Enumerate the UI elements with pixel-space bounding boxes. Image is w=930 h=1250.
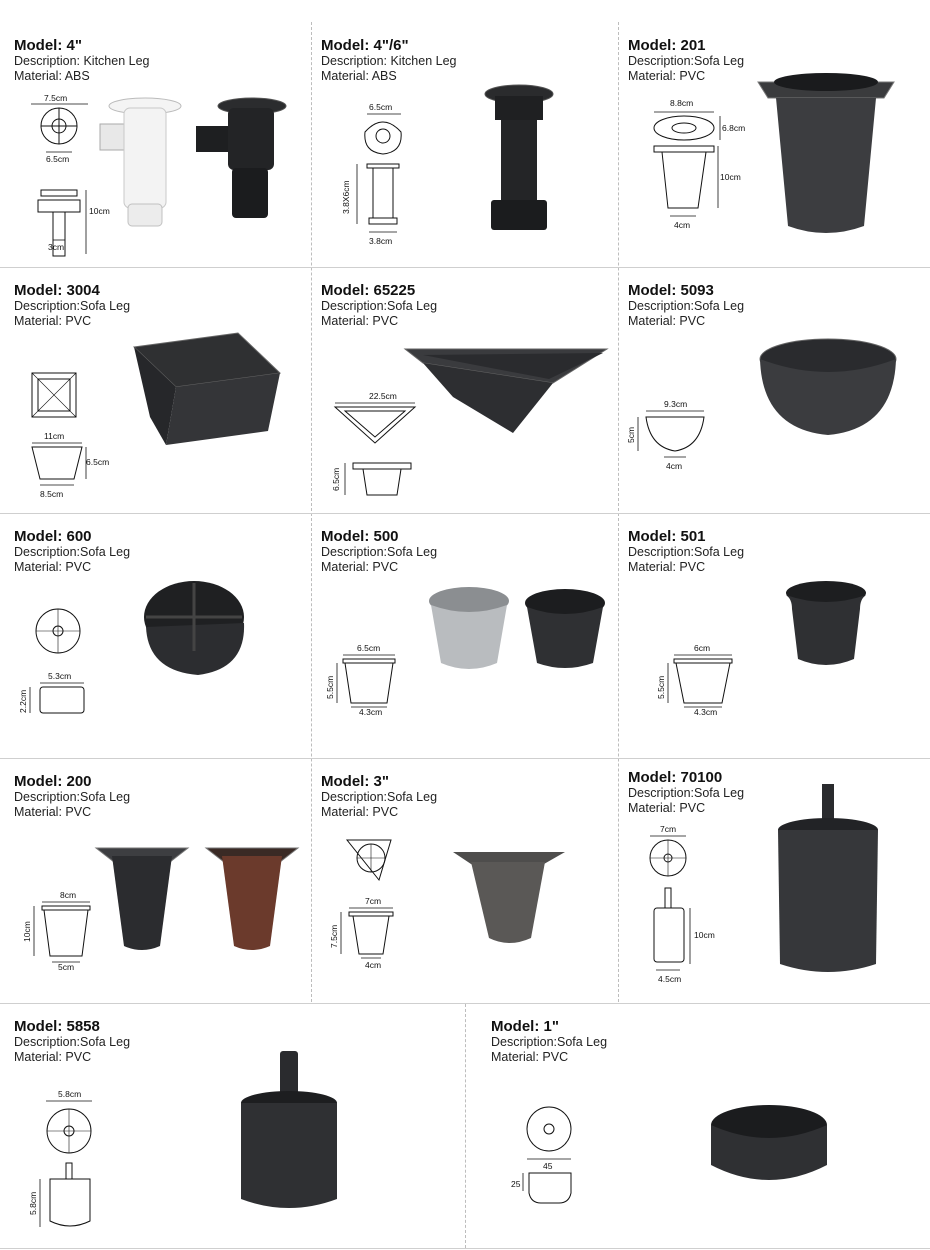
dim-label: 5.3cm	[48, 671, 72, 681]
dim-label: 7.5cm	[329, 924, 339, 948]
dim-label: 10cm	[720, 172, 741, 182]
dimension-drawing	[626, 399, 734, 479]
product-card-200	[0, 758, 311, 1003]
sofa-leg-65225-photo	[403, 345, 613, 435]
dim-label: 6.5cm	[331, 467, 341, 491]
product-description: Description:Sofa Leg	[321, 545, 438, 559]
sofa-leg-3004-photo	[132, 333, 282, 448]
product-description: Description:Sofa Leg	[628, 299, 745, 313]
product-description: Description:Sofa Leg	[14, 1035, 131, 1049]
kitchen-leg-black-photo	[196, 96, 296, 226]
dim-label: 6cm	[694, 643, 711, 653]
dim-label: 4cm	[365, 960, 382, 970]
sofa-leg-200-black-photo	[94, 842, 190, 954]
dim-label: 4.3cm	[694, 707, 718, 717]
model-title: Model: 5093	[628, 282, 714, 299]
product-material: Material: ABS	[321, 69, 397, 83]
dimension-drawing	[327, 643, 427, 733]
model-title: Model: 201	[628, 37, 706, 54]
product-material: Material: PVC	[14, 1050, 92, 1064]
product-card-3004	[0, 267, 311, 513]
dimension-drawing	[329, 834, 435, 974]
product-description: Description:Sofa Leg	[321, 790, 438, 804]
sofa-leg-5093-photo	[758, 337, 898, 437]
product-description: Description:Sofa Leg	[628, 545, 745, 559]
product-material: Material: PVC	[628, 560, 706, 574]
dim-label: 11cm	[44, 431, 65, 441]
product-description: Description:Sofa Leg	[628, 786, 745, 800]
model-title: Model: 1"	[491, 1018, 559, 1035]
dim-label: 4.3cm	[359, 707, 383, 717]
dim-label: 5.5cm	[325, 675, 335, 699]
dim-label: 10cm	[89, 206, 110, 216]
product-card-501	[618, 513, 930, 758]
model-title: Model: 500	[321, 528, 399, 545]
model-title: Model: 4"/6"	[321, 37, 409, 54]
product-description: Description:Sofa Leg	[491, 1035, 608, 1049]
model-title: Model: 70100	[628, 769, 723, 786]
product-card-4in-6in	[311, 22, 618, 267]
dim-label: 8cm	[60, 890, 77, 900]
product-material: Material: ABS	[14, 69, 90, 83]
dim-label: 5.5cm	[656, 675, 666, 699]
model-title: Model: 3"	[321, 773, 389, 790]
product-card-500	[311, 513, 618, 758]
sofa-leg-600-photo	[142, 579, 252, 679]
dimension-drawing	[644, 824, 744, 984]
dim-label: 4.5cm	[658, 974, 682, 984]
product-material: Material: PVC	[628, 801, 706, 815]
sofa-leg-3in-photo	[451, 848, 567, 948]
dim-label: 3cm	[48, 242, 65, 252]
dim-label: 4cm	[666, 461, 683, 471]
dim-label: 10cm	[22, 921, 32, 942]
model-title: Model: 5858	[14, 1018, 100, 1035]
dim-label: 9.3cm	[664, 399, 688, 409]
sofa-leg-201-photo	[756, 66, 896, 241]
sofa-leg-70100-photo	[776, 784, 886, 980]
dim-label: 6.5cm	[86, 457, 110, 467]
product-card-201	[618, 22, 930, 267]
dim-label: 45	[543, 1161, 553, 1171]
dim-label: 2.2cm	[18, 689, 28, 713]
product-material: Material: PVC	[14, 560, 92, 574]
dimension-drawing	[343, 102, 443, 252]
sofa-leg-5858-photo	[240, 1051, 340, 1217]
dimension-drawing	[658, 643, 758, 733]
product-description: Description:Sofa Leg	[628, 54, 745, 68]
product-material: Material: PVC	[321, 805, 399, 819]
model-title: Model: 501	[628, 528, 706, 545]
dim-label: 6.5cm	[46, 154, 70, 164]
dim-label: 7cm	[660, 824, 677, 834]
model-title: Model: 3004	[14, 282, 100, 299]
product-card-70100	[618, 758, 930, 1003]
kitchen-leg-adjustable-photo	[481, 82, 571, 242]
product-material: Material: PVC	[628, 314, 706, 328]
product-description: Description:Sofa Leg	[14, 299, 131, 313]
dim-label: 3.8X6cm	[341, 180, 351, 214]
dim-label: 5cm	[58, 962, 75, 972]
product-card-65225	[311, 267, 618, 513]
model-title: Model: 600	[14, 528, 92, 545]
dim-label: 6.8cm	[722, 123, 746, 133]
product-material: Material: PVC	[628, 69, 706, 83]
dim-label: 8.8cm	[670, 98, 694, 108]
dim-label: 4cm	[674, 220, 691, 230]
product-material: Material: PVC	[14, 805, 92, 819]
dim-label: 5.8cm	[28, 1191, 38, 1215]
dim-label: 6.5cm	[369, 102, 393, 112]
product-card-5093	[618, 267, 930, 513]
dim-label: 5.8cm	[58, 1089, 82, 1099]
product-material: Material: PVC	[321, 560, 399, 574]
dim-label: 25	[511, 1179, 521, 1189]
kitchen-leg-white-photo	[100, 94, 190, 234]
product-card-5858	[0, 1003, 465, 1248]
model-title: Model: 200	[14, 773, 92, 790]
product-description: Description:Sofa Leg	[14, 545, 131, 559]
dim-label: 8.5cm	[40, 489, 64, 499]
product-material: Material: PVC	[491, 1050, 569, 1064]
sofa-leg-1in-photo	[709, 1103, 829, 1193]
product-description: Description: Kitchen Leg	[14, 54, 150, 68]
row-divider	[0, 1248, 930, 1249]
dim-label: 3.8cm	[369, 236, 393, 246]
sofa-leg-200-brown-photo	[204, 842, 300, 954]
product-description: Description:Sofa Leg	[321, 299, 438, 313]
product-description: Description: Kitchen Leg	[321, 54, 457, 68]
model-title: Model: 4"	[14, 37, 82, 54]
dim-label: 22.5cm	[369, 391, 397, 401]
dim-label: 7cm	[365, 896, 382, 906]
model-title: Model: 65225	[321, 282, 416, 299]
sofa-leg-500-black-photo	[523, 587, 607, 673]
dimension-drawing	[30, 1089, 130, 1239]
sofa-leg-500-silver-photo	[427, 585, 511, 675]
dimension-drawing	[509, 1107, 609, 1217]
product-card-4in	[0, 22, 311, 267]
dim-label: 10cm	[694, 930, 715, 940]
dim-label: 7.5cm	[44, 93, 68, 103]
product-card-3in	[311, 758, 618, 1003]
product-card-1in	[465, 1003, 930, 1248]
dim-label: 5cm	[626, 426, 636, 443]
product-material: Material: PVC	[321, 314, 399, 328]
product-description: Description:Sofa Leg	[14, 790, 131, 804]
sofa-leg-501-photo	[782, 579, 872, 671]
dimension-drawing	[648, 98, 758, 238]
dimension-drawing	[28, 373, 128, 503]
dimension-drawing	[18, 609, 118, 719]
product-card-600	[0, 513, 311, 758]
dim-label: 6.5cm	[357, 643, 381, 653]
product-material: Material: PVC	[14, 314, 92, 328]
